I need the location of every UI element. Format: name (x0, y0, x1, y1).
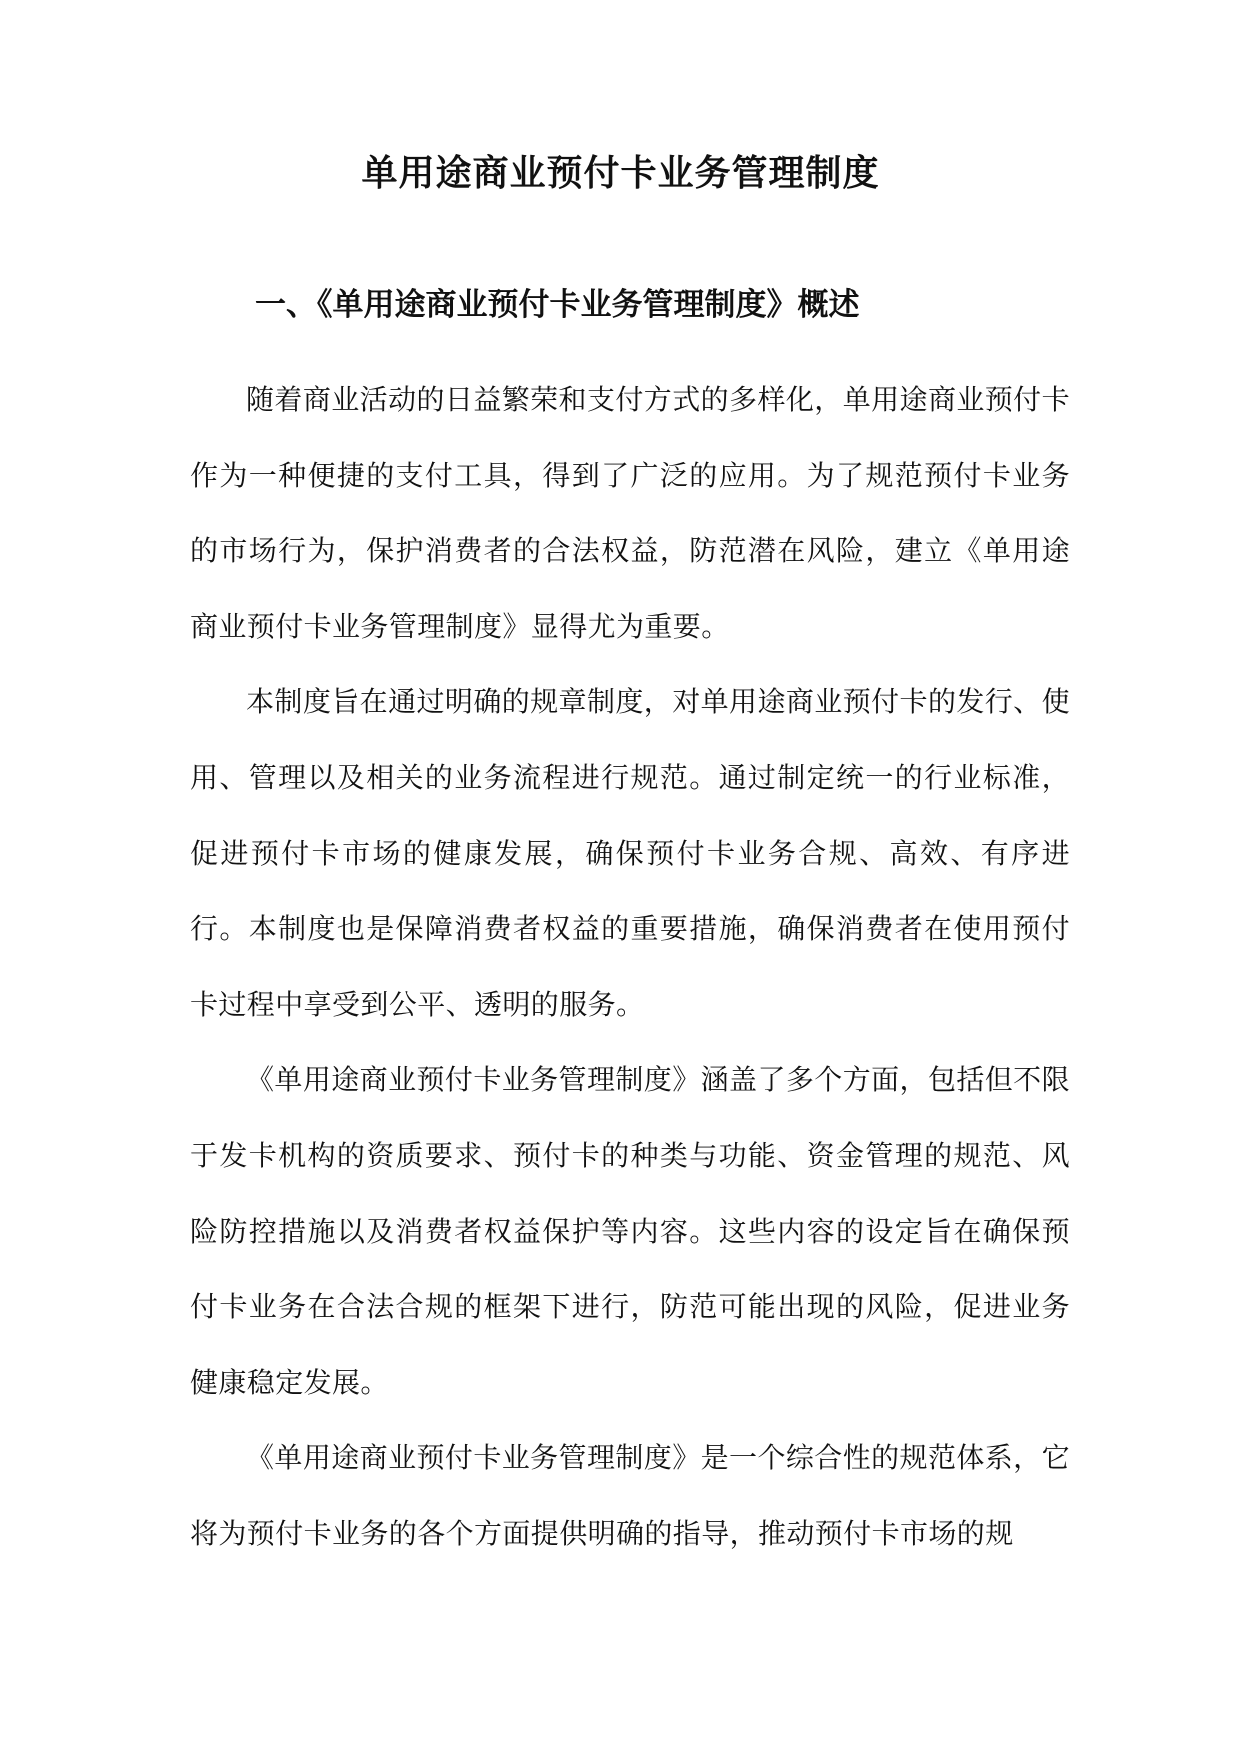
paragraph-3: 《单用途商业预付卡业务管理制度》涵盖了多个方面，包括但不限于发卡机构的资质要求、预付卡的种类与功能、资金管理的规范、风险防控措施以及消费者权益保护等内容。这些内容的设定旨在确保预付卡业务在合法合规的框架下进行，防范可能出现的风险，促进业务健康稳定发展。 (190, 1063, 1070, 1399)
paragraph-2: 本制度旨在通过明确的规章制度，对单用途商业预付卡的发行、使用、管理以及相关的业务流程进行规范。通过制定统一的行业标准，促进预付卡市场的健康发展，确保预付卡业务合规、高效、有序进行。本制度也是保障消费者权益的重要措施，确保消费者在使用预付卡过程中享受到公平、透明的服务。 (190, 685, 1070, 1021)
paragraph-4: 《单用途商业预付卡业务管理制度》是一个综合性的规范体系，它将为预付卡业务的各个方面提供明确的指导，推动预付卡市场的规 (190, 1441, 1070, 1550)
document-title: 单用途商业预付卡业务管理制度 (361, 153, 880, 194)
section-heading: 一、《单用途商业预付卡业务管理制度》概述 (255, 287, 860, 323)
paragraph-1: 随着商业活动的日益繁荣和支付方式的多样化，单用途商业预付卡作为一种便捷的支付工具，得到了广泛的应用。为了规范预付卡业务的市场行为，保护消费者的合法权益，防范潜在风险，建立《单用途商业预付卡业务管理制度》显得尤为重要。 (190, 383, 1070, 643)
body-text (190, 362, 1070, 1572)
